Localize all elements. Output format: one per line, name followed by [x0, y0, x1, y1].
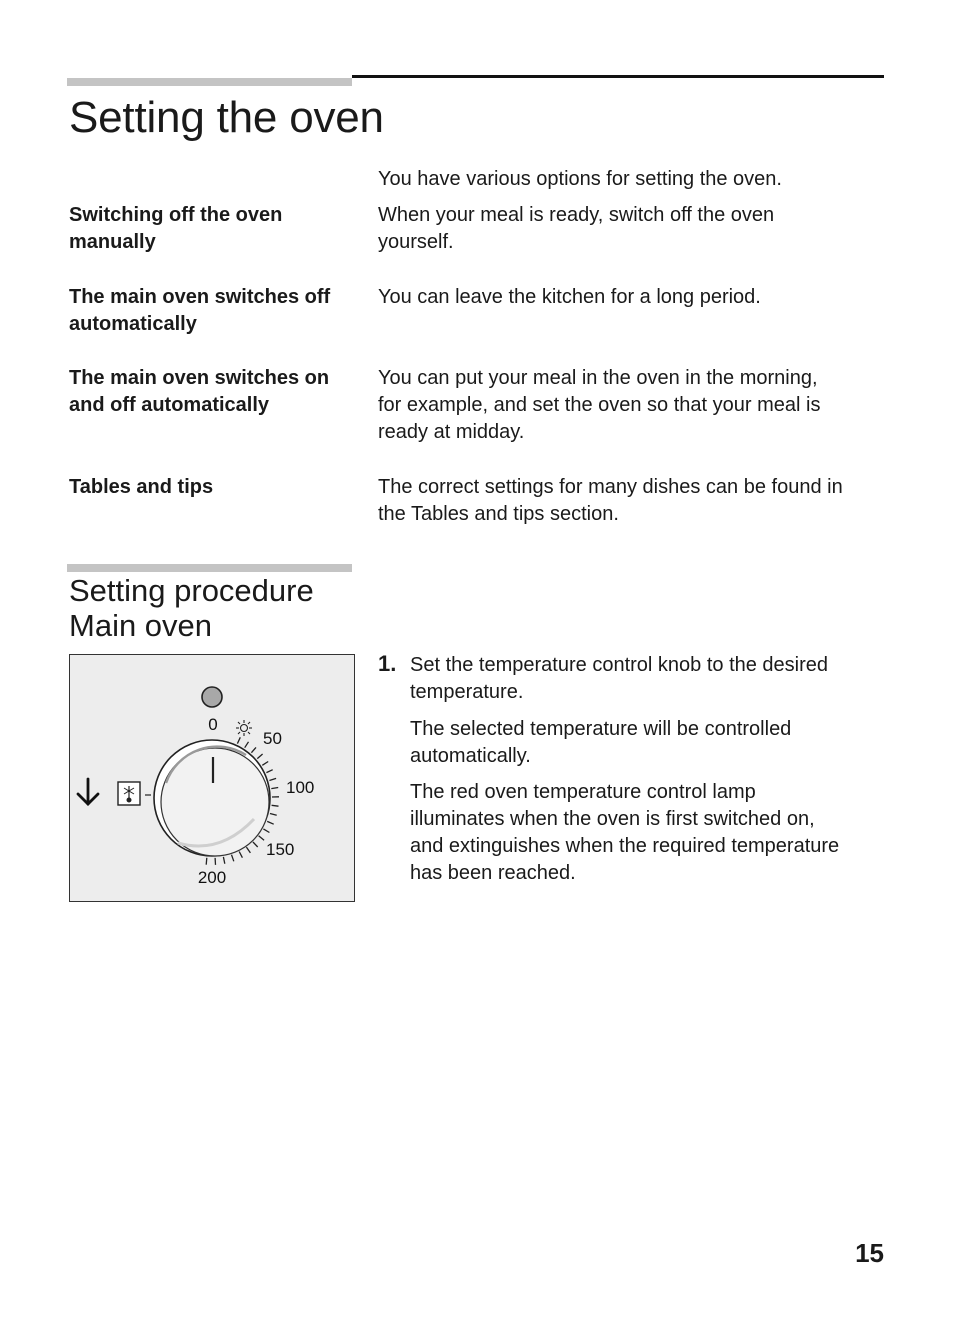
dial-tick — [263, 829, 269, 833]
dial-tick — [262, 762, 268, 766]
control-lamp-icon — [202, 687, 222, 707]
title-rule-black — [352, 75, 884, 78]
dial-illustration — [70, 655, 354, 901]
page-title: Setting the oven — [69, 93, 384, 142]
dial-tick — [271, 788, 278, 789]
intro-text: You have various options for setting the oven. — [378, 168, 782, 190]
dial-tick — [251, 747, 256, 752]
dial-tick — [257, 754, 262, 759]
dial-tick — [237, 737, 240, 743]
title-rule-gray — [67, 78, 352, 86]
option-label-tables-tips: Tables and tips — [69, 476, 214, 498]
dial-tick — [206, 858, 207, 865]
option-text-switches-on-off-auto: You can put your meal in the oven in the morning, for example, and set the oven so that your meal is ready at midday. — [378, 367, 821, 443]
dial-label-100: 100 — [286, 778, 315, 797]
dial-tick — [270, 814, 277, 816]
dial-tick — [245, 742, 249, 748]
dial-tick — [239, 852, 242, 858]
dial-tick — [246, 847, 250, 853]
dial-label-200: 200 — [197, 868, 227, 887]
dial-tick — [267, 821, 274, 824]
dial-tick — [232, 855, 234, 862]
dial-label-0: 0 — [208, 715, 218, 734]
option-label-switches-on-off-auto: The main oven switches on and off automatically — [69, 367, 330, 416]
option-label-switches-off-auto: The main oven switches off automatically — [69, 286, 331, 335]
option-text-switch-off-manually: When your meal is ready, switch off the oven yourself. — [378, 204, 775, 253]
section-rule-gray — [67, 564, 352, 572]
section-title: Setting procedure Main oven — [69, 573, 314, 643]
dial-tick — [272, 805, 279, 806]
dial-figure — [69, 654, 355, 902]
dial-tick — [253, 842, 258, 847]
dial-tick — [269, 778, 276, 780]
step-paragraph-1: Set the temperature control knob to the desired temperature. — [410, 654, 829, 703]
thermostat-symbol-icon — [118, 782, 151, 805]
dial-tick — [223, 857, 224, 864]
dial-tick — [259, 836, 265, 840]
down-arrow-icon — [78, 779, 98, 804]
step-paragraph-2: The selected temperature will be controlled automatically. — [410, 718, 792, 767]
step-paragraph-3: The red oven temperature control lamp illuminates when the oven is first switched on, and extinguishes when the required temperature has been reached. — [410, 781, 840, 884]
dial-label-50: 50 — [263, 729, 282, 748]
page-number: 15 — [855, 1238, 884, 1268]
dial-label-150: 150 — [266, 840, 295, 859]
option-text-tables-tips: The correct settings for many dishes can be found in the Tables and tips section. — [378, 476, 843, 525]
dial-tick — [266, 770, 272, 773]
oven-light-icon — [236, 720, 252, 736]
option-label-switch-off-manually: Switching off the oven manually — [69, 204, 283, 253]
step-number: 1. — [378, 651, 397, 676]
option-text-switches-off-auto: You can leave the kitchen for a long period. — [378, 286, 761, 308]
